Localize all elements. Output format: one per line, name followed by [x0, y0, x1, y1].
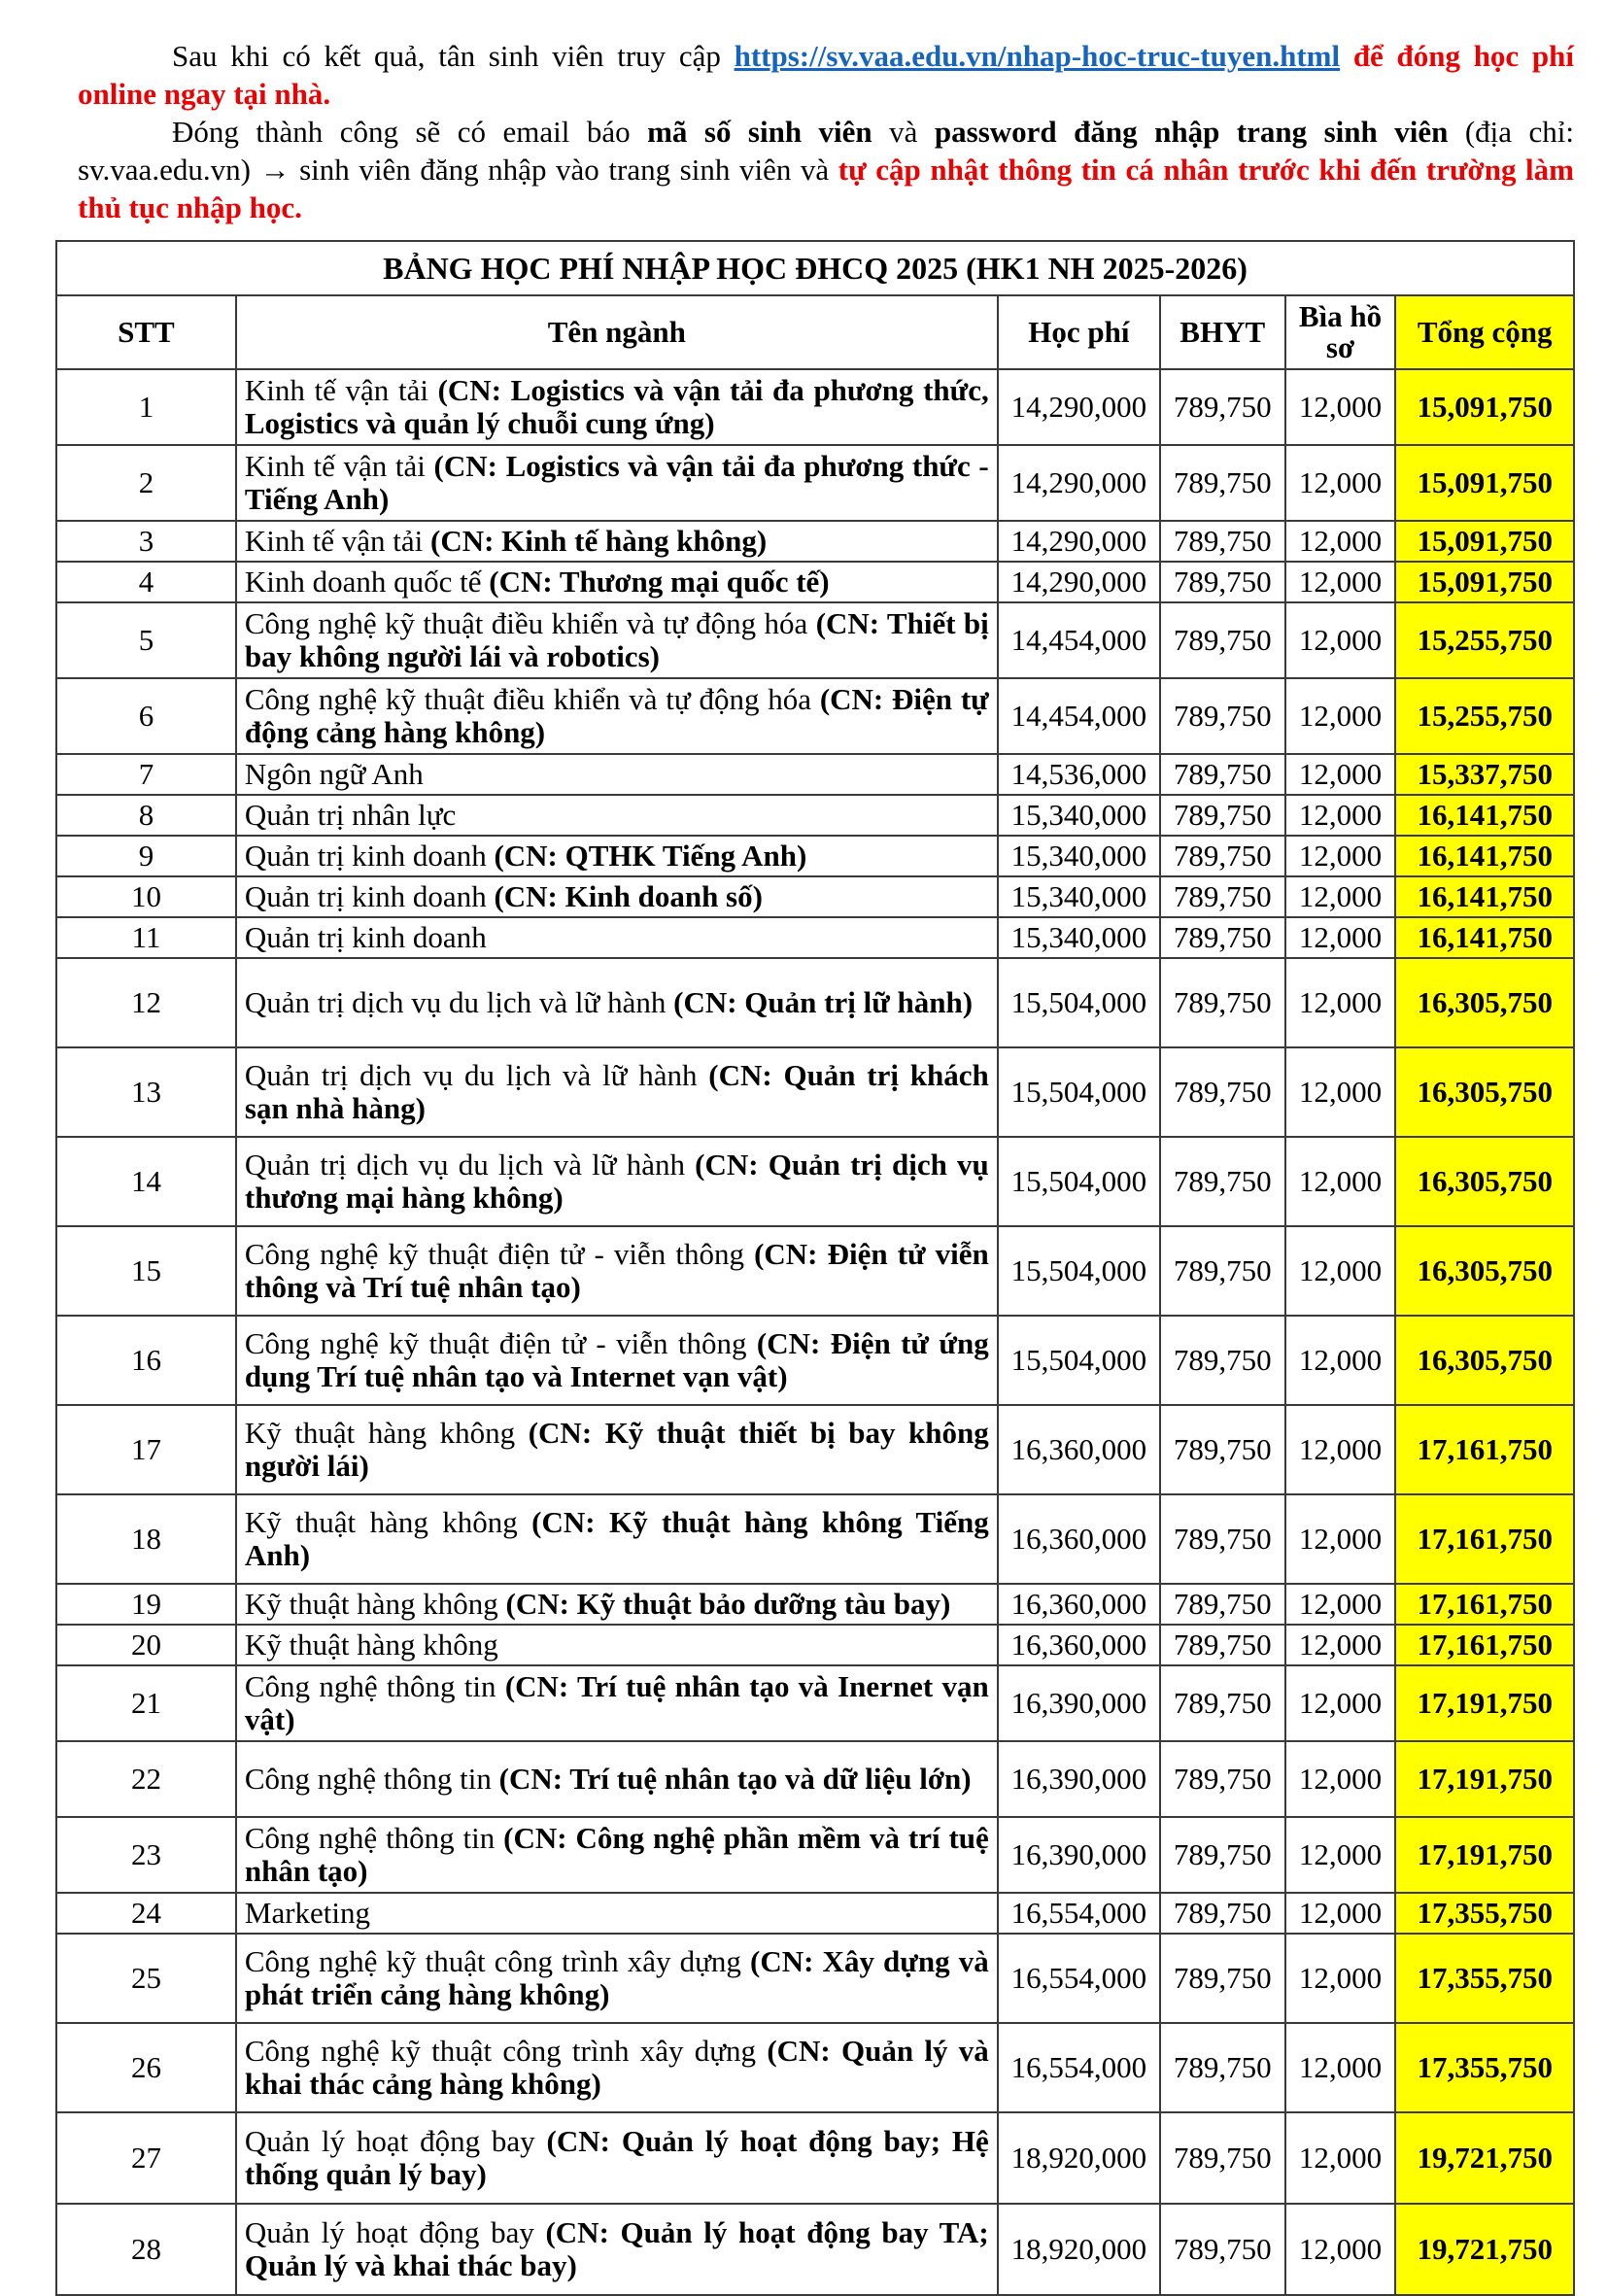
intro-p2-red-text: tự cập nhật thông tin cá nhân trước khi đến trường làm thủ tục nhập học.: [78, 153, 1574, 224]
row-health-insurance: 789,750: [1160, 562, 1285, 602]
row-health-insurance: 789,750: [1160, 2204, 1285, 2295]
intro-paragraph-2: [78, 113, 1574, 226]
major-name: Công nghệ thông tin: [244, 1669, 505, 1703]
row-stt: 28: [56, 2204, 236, 2295]
specialization: (CN: Điện tử viễn thông và Trí tuệ nhân tạo): [244, 1237, 989, 1304]
row-folder-fee: 12,000: [1285, 1893, 1396, 1934]
row-stt: 19: [56, 1584, 236, 1625]
row-tuition: 18,920,000: [998, 2112, 1160, 2204]
major-name: Quản trị dịch vụ du lịch và lữ hành: [244, 1058, 709, 1092]
row-folder-fee: 12,000: [1285, 836, 1396, 876]
row-health-insurance: 789,750: [1160, 445, 1285, 521]
row-stt: 6: [56, 678, 236, 754]
row-tuition: 16,360,000: [998, 1584, 1160, 1625]
major-name: Marketing: [244, 1896, 371, 1930]
table-row: [56, 1226, 1574, 1316]
row-health-insurance: 789,750: [1160, 1817, 1285, 1893]
row-total: 16,141,750: [1395, 795, 1574, 836]
row-stt: 17: [56, 1405, 236, 1494]
intro-p1-text: Sau khi có kết quả, tân sinh viên truy cập: [172, 39, 735, 73]
row-major: [236, 2023, 998, 2112]
specialization: (CN: Công nghệ phần mềm và trí tuệ nhân tạo): [244, 1821, 989, 1888]
specialization: (CN: Điện tử ứng dụng Trí tuệ nhân tạo và Internet vạn vật): [244, 1326, 989, 1393]
row-health-insurance: 789,750: [1160, 2112, 1285, 2204]
row-total: 15,091,750: [1395, 521, 1574, 562]
row-health-insurance: 789,750: [1160, 1405, 1285, 1494]
row-major: [236, 1137, 998, 1226]
row-stt: 14: [56, 1137, 236, 1226]
intro-text: [78, 37, 1574, 226]
major-name: Kinh tế vận tải: [244, 373, 438, 407]
online-admission-link[interactable]: https://sv.vaa.edu.vn/nhap-hoc-truc-tuyen.html: [734, 39, 1341, 73]
row-total: 16,141,750: [1395, 876, 1574, 917]
row-health-insurance: 789,750: [1160, 1893, 1285, 1934]
specialization: (CN: Quản trị lữ hành): [673, 985, 974, 1019]
row-tuition: 15,504,000: [998, 1226, 1160, 1316]
row-folder-fee: 12,000: [1285, 1405, 1396, 1494]
row-total: 19,721,750: [1395, 2204, 1574, 2295]
row-stt: 12: [56, 958, 236, 1047]
table-row: [56, 1665, 1574, 1741]
row-total: 15,255,750: [1395, 602, 1574, 678]
table-title: BẢNG HỌC PHÍ NHẬP HỌC ĐHCQ 2025 (HK1 NH 2025-2026): [56, 241, 1574, 295]
row-total: 17,161,750: [1395, 1405, 1574, 1494]
row-major: [236, 562, 998, 602]
major-name: Công nghệ kỹ thuật điện tử - viễn thông: [244, 1237, 755, 1271]
row-health-insurance: 789,750: [1160, 917, 1285, 958]
row-tuition: 15,504,000: [998, 1047, 1160, 1137]
specialization: (CN: Logistics và vận tải đa phương thức - Tiếng Anh): [244, 449, 989, 516]
row-tuition: 16,554,000: [998, 1934, 1160, 2023]
row-total: 16,305,750: [1395, 1226, 1574, 1316]
row-tuition: 15,340,000: [998, 836, 1160, 876]
table-row: [56, 1934, 1574, 2023]
row-folder-fee: 12,000: [1285, 1817, 1396, 1893]
table-row: [56, 1047, 1574, 1137]
row-major: [236, 602, 998, 678]
row-major: [236, 369, 998, 445]
row-health-insurance: 789,750: [1160, 1934, 1285, 2023]
row-folder-fee: 12,000: [1285, 876, 1396, 917]
row-major: [236, 836, 998, 876]
row-health-insurance: 789,750: [1160, 1137, 1285, 1226]
row-tuition: 14,290,000: [998, 445, 1160, 521]
major-name: Quản trị kinh doanh: [244, 920, 487, 954]
row-total: 15,091,750: [1395, 445, 1574, 521]
row-folder-fee: 12,000: [1285, 678, 1396, 754]
row-total: 17,161,750: [1395, 1625, 1574, 1665]
row-folder-fee: 12,000: [1285, 1226, 1396, 1316]
row-folder-fee: 12,000: [1285, 445, 1396, 521]
table-row: [56, 1817, 1574, 1893]
intro-p1-red-text: để đóng học phí online ngay tại nhà.: [78, 39, 1574, 111]
specialization: (CN: Quản trị dịch vụ thương mại hàng không): [244, 1148, 989, 1215]
row-major: [236, 678, 998, 754]
major-name: Kinh tế vận tải: [244, 449, 434, 483]
row-stt: 13: [56, 1047, 236, 1137]
table-row: [56, 2112, 1574, 2204]
row-total: 15,255,750: [1395, 678, 1574, 754]
row-folder-fee: 12,000: [1285, 1316, 1396, 1405]
row-tuition: 16,390,000: [998, 1741, 1160, 1817]
intro-p2-a: Đóng thành công sẽ có email báo: [172, 115, 648, 149]
row-health-insurance: 789,750: [1160, 1584, 1285, 1625]
row-stt: 1: [56, 369, 236, 445]
row-folder-fee: 12,000: [1285, 1741, 1396, 1817]
row-health-insurance: 789,750: [1160, 1625, 1285, 1665]
header-total: Tổng cộng: [1395, 295, 1574, 369]
row-folder-fee: 12,000: [1285, 1934, 1396, 2023]
table-row: [56, 2023, 1574, 2112]
row-folder-fee: 12,000: [1285, 521, 1396, 562]
row-major: [236, 1934, 998, 2023]
row-total: 17,355,750: [1395, 1893, 1574, 1934]
row-tuition: 16,360,000: [998, 1625, 1160, 1665]
table-row: [56, 754, 1574, 795]
major-name: Quản trị dịch vụ du lịch và lữ hành: [244, 985, 674, 1019]
row-total: 15,091,750: [1395, 369, 1574, 445]
row-tuition: 14,290,000: [998, 562, 1160, 602]
row-major: [236, 1584, 998, 1625]
specialization: (CN: Kỹ thuật hàng không Tiếng Anh): [244, 1505, 989, 1572]
row-stt: 18: [56, 1494, 236, 1584]
major-name: Công nghệ kỹ thuật điều khiển và tự động hóa: [244, 606, 816, 640]
specialization: (CN: Quản lý hoạt động bay TA; Quản lý và khai thác bay): [244, 2215, 989, 2282]
major-name: Quản trị kinh doanh: [244, 839, 495, 873]
row-stt: 10: [56, 876, 236, 917]
specialization: (CN: Kỹ thuật thiết bị bay không người lái): [244, 1416, 989, 1483]
major-name: Công nghệ kỹ thuật điều khiển và tự động hóa: [244, 682, 820, 716]
table-row: [56, 1137, 1574, 1226]
row-folder-fee: 12,000: [1285, 369, 1396, 445]
row-total: 16,305,750: [1395, 1316, 1574, 1405]
specialization: (CN: Quản lý và khai thác cảng hàng không): [244, 2034, 989, 2101]
row-folder-fee: 12,000: [1285, 917, 1396, 958]
major-name: Công nghệ thông tin: [244, 1821, 504, 1855]
major-name: Công nghệ kỹ thuật công trình xây dựng: [244, 2034, 768, 2068]
major-name: Công nghệ thông tin: [244, 1762, 499, 1796]
row-folder-fee: 12,000: [1285, 958, 1396, 1047]
table-header-row: [56, 295, 1574, 369]
row-total: 15,337,750: [1395, 754, 1574, 795]
major-name: Quản trị nhân lực: [244, 798, 457, 832]
row-stt: 24: [56, 1893, 236, 1934]
row-major: [236, 1741, 998, 1817]
row-folder-fee: 12,000: [1285, 1625, 1396, 1665]
specialization: (CN: Logistics và vận tải đa phương thức, Logistics và quản lý chuỗi cung ứng): [244, 373, 989, 440]
row-health-insurance: 789,750: [1160, 602, 1285, 678]
row-major: [236, 1316, 998, 1405]
table-row: [56, 602, 1574, 678]
row-health-insurance: 789,750: [1160, 1494, 1285, 1584]
major-name: Kỹ thuật hàng không: [244, 1628, 498, 1662]
table-row: [56, 1316, 1574, 1405]
row-total: 17,161,750: [1395, 1584, 1574, 1625]
row-major: [236, 1405, 998, 1494]
row-major: [236, 876, 998, 917]
table-row: [56, 562, 1574, 602]
major-name: Công nghệ kỹ thuật điện tử - viễn thông: [244, 1326, 757, 1360]
row-tuition: 14,454,000: [998, 602, 1160, 678]
row-major: [236, 2112, 998, 2204]
row-folder-fee: 12,000: [1285, 754, 1396, 795]
row-stt: 8: [56, 795, 236, 836]
row-tuition: 14,454,000: [998, 678, 1160, 754]
row-folder-fee: 12,000: [1285, 2023, 1396, 2112]
row-health-insurance: 789,750: [1160, 678, 1285, 754]
specialization: (CN: Thương mại quốc tế): [489, 565, 830, 599]
row-tuition: 16,390,000: [998, 1665, 1160, 1741]
row-total: 16,141,750: [1395, 836, 1574, 876]
row-health-insurance: 789,750: [1160, 876, 1285, 917]
row-tuition: 15,340,000: [998, 917, 1160, 958]
specialization: (CN: Quản trị khách sạn nhà hàng): [244, 1058, 989, 1125]
row-tuition: 16,360,000: [998, 1405, 1160, 1494]
row-stt: 26: [56, 2023, 236, 2112]
header-folder-fee: Bìa hồ sơ: [1285, 295, 1396, 369]
intro-paragraph-1: [78, 37, 1574, 113]
row-tuition: 14,536,000: [998, 754, 1160, 795]
row-total: 17,161,750: [1395, 1494, 1574, 1584]
row-major: [236, 521, 998, 562]
row-major: [236, 917, 998, 958]
row-stt: 7: [56, 754, 236, 795]
row-tuition: 15,504,000: [998, 1137, 1160, 1226]
table-row: [56, 795, 1574, 836]
specialization: (CN: QTHK Tiếng Anh): [494, 839, 807, 873]
specialization: (CN: Điện tự động cảng hàng không): [244, 682, 989, 749]
major-name: Kỹ thuật hàng không: [244, 1416, 529, 1450]
table-row: [56, 1893, 1574, 1934]
header-tuition: Học phí: [998, 295, 1160, 369]
table-row: [56, 917, 1574, 958]
row-folder-fee: 12,000: [1285, 2112, 1396, 2204]
row-folder-fee: 12,000: [1285, 1665, 1396, 1741]
header-health-insurance: BHYT: [1160, 295, 1285, 369]
row-folder-fee: 12,000: [1285, 2204, 1396, 2295]
major-name: Kỹ thuật hàng không: [244, 1505, 532, 1539]
row-total: 17,191,750: [1395, 1741, 1574, 1817]
row-health-insurance: 789,750: [1160, 754, 1285, 795]
row-stt: 3: [56, 521, 236, 562]
row-stt: 16: [56, 1316, 236, 1405]
row-health-insurance: 789,750: [1160, 1316, 1285, 1405]
row-total: 16,141,750: [1395, 917, 1574, 958]
table-row: [56, 1625, 1574, 1665]
row-health-insurance: 789,750: [1160, 1047, 1285, 1137]
table-row: [56, 1494, 1574, 1584]
major-name: Quản lý hoạt động bay: [244, 2215, 546, 2249]
row-stt: 22: [56, 1741, 236, 1817]
row-health-insurance: 789,750: [1160, 1226, 1285, 1316]
row-tuition: 16,360,000: [998, 1494, 1160, 1584]
table-row: [56, 1584, 1574, 1625]
intro-p2-student-id: mã số sinh viên: [647, 115, 872, 149]
row-major: [236, 1226, 998, 1316]
table-body: [56, 369, 1574, 2295]
row-total: 17,191,750: [1395, 1665, 1574, 1741]
row-folder-fee: 12,000: [1285, 602, 1396, 678]
row-major: [236, 445, 998, 521]
table-row: [56, 678, 1574, 754]
specialization: (CN: Xây dựng và phát triển cảng hàng không): [244, 1944, 989, 2011]
row-major: [236, 795, 998, 836]
row-tuition: 15,340,000: [998, 876, 1160, 917]
table-row: [56, 369, 1574, 445]
header-stt: STT: [56, 295, 236, 369]
row-folder-fee: 12,000: [1285, 1137, 1396, 1226]
major-name: Kinh doanh quốc tế: [244, 565, 490, 599]
row-tuition: 16,554,000: [998, 1893, 1160, 1934]
header-major-name: Tên ngành: [236, 295, 998, 369]
table-row: [56, 876, 1574, 917]
row-tuition: 14,290,000: [998, 369, 1160, 445]
row-total: 17,191,750: [1395, 1817, 1574, 1893]
specialization: (CN: Kỹ thuật bảo dưỡng tàu bay): [505, 1587, 951, 1621]
table-row: [56, 1741, 1574, 1817]
row-tuition: 16,390,000: [998, 1817, 1160, 1893]
row-health-insurance: 789,750: [1160, 836, 1285, 876]
specialization: (CN: Quản lý hoạt động bay; Hệ thống quản lý bay): [244, 2124, 989, 2191]
specialization: (CN: Kinh doanh số): [494, 879, 763, 913]
table-row: [56, 958, 1574, 1047]
row-total: 16,305,750: [1395, 1137, 1574, 1226]
row-major: [236, 1893, 998, 1934]
row-health-insurance: 789,750: [1160, 369, 1285, 445]
row-tuition: 15,340,000: [998, 795, 1160, 836]
major-name: Kỹ thuật hàng không: [244, 1587, 506, 1621]
row-total: 16,305,750: [1395, 1047, 1574, 1137]
row-folder-fee: 12,000: [1285, 795, 1396, 836]
row-major: [236, 1625, 998, 1665]
row-major: [236, 754, 998, 795]
row-stt: 11: [56, 917, 236, 958]
row-stt: 27: [56, 2112, 236, 2204]
row-folder-fee: 12,000: [1285, 1494, 1396, 1584]
row-health-insurance: 789,750: [1160, 958, 1285, 1047]
row-major: [236, 1817, 998, 1893]
row-tuition: 15,504,000: [998, 1316, 1160, 1405]
table-row: [56, 2204, 1574, 2295]
major-name: Công nghệ kỹ thuật công trình xây dựng: [244, 1944, 751, 1978]
row-major: [236, 2204, 998, 2295]
row-stt: 4: [56, 562, 236, 602]
row-stt: 20: [56, 1625, 236, 1665]
specialization: (CN: Thiết bị bay không người lái và robotics): [244, 606, 989, 673]
major-name: Kinh tế vận tải: [244, 524, 430, 558]
row-health-insurance: 789,750: [1160, 2023, 1285, 2112]
row-stt: 15: [56, 1226, 236, 1316]
row-stt: 2: [56, 445, 236, 521]
row-folder-fee: 12,000: [1285, 562, 1396, 602]
specialization: (CN: Trí tuệ nhân tạo và Inernet vạn vật): [244, 1669, 989, 1736]
row-tuition: 16,554,000: [998, 2023, 1160, 2112]
row-tuition: 14,290,000: [998, 521, 1160, 562]
intro-p2-password: password đăng nhập trang sinh viên: [934, 115, 1449, 149]
row-total: 19,721,750: [1395, 2112, 1574, 2204]
row-tuition: 15,504,000: [998, 958, 1160, 1047]
row-total: 17,355,750: [1395, 1934, 1574, 2023]
row-folder-fee: 12,000: [1285, 1584, 1396, 1625]
row-major: [236, 1665, 998, 1741]
major-name: Quản trị kinh doanh: [244, 879, 495, 913]
row-total: 16,305,750: [1395, 958, 1574, 1047]
row-health-insurance: 789,750: [1160, 1741, 1285, 1817]
row-stt: 21: [56, 1665, 236, 1741]
row-health-insurance: 789,750: [1160, 521, 1285, 562]
tuition-fee-table: [55, 240, 1575, 2296]
major-name: Ngôn ngữ Anh: [244, 757, 424, 791]
row-major: [236, 1494, 998, 1584]
table-row: [56, 836, 1574, 876]
row-major: [236, 1047, 998, 1137]
intro-p2-e: (địa chỉ: sv.vaa.edu.vn) → sinh viên đăng nhập vào trang sinh viên và: [78, 115, 1574, 187]
table-row: [56, 1405, 1574, 1494]
row-total: 17,355,750: [1395, 2023, 1574, 2112]
specialization: (CN: Kinh tế hàng không): [430, 524, 768, 558]
row-health-insurance: 789,750: [1160, 795, 1285, 836]
table-row: [56, 521, 1574, 562]
row-stt: 9: [56, 836, 236, 876]
row-tuition: 18,920,000: [998, 2204, 1160, 2295]
row-health-insurance: 789,750: [1160, 1665, 1285, 1741]
intro-p2-c: và: [872, 115, 935, 149]
row-stt: 23: [56, 1817, 236, 1893]
major-name: Quản trị dịch vụ du lịch và lữ hành: [244, 1148, 696, 1182]
row-major: [236, 958, 998, 1047]
row-stt: 25: [56, 1934, 236, 2023]
row-folder-fee: 12,000: [1285, 1047, 1396, 1137]
table-row: [56, 445, 1574, 521]
row-stt: 5: [56, 602, 236, 678]
specialization: (CN: Trí tuệ nhân tạo và dữ liệu lớn): [498, 1762, 972, 1796]
major-name: Quản lý hoạt động bay: [244, 2124, 547, 2158]
row-total: 15,091,750: [1395, 562, 1574, 602]
